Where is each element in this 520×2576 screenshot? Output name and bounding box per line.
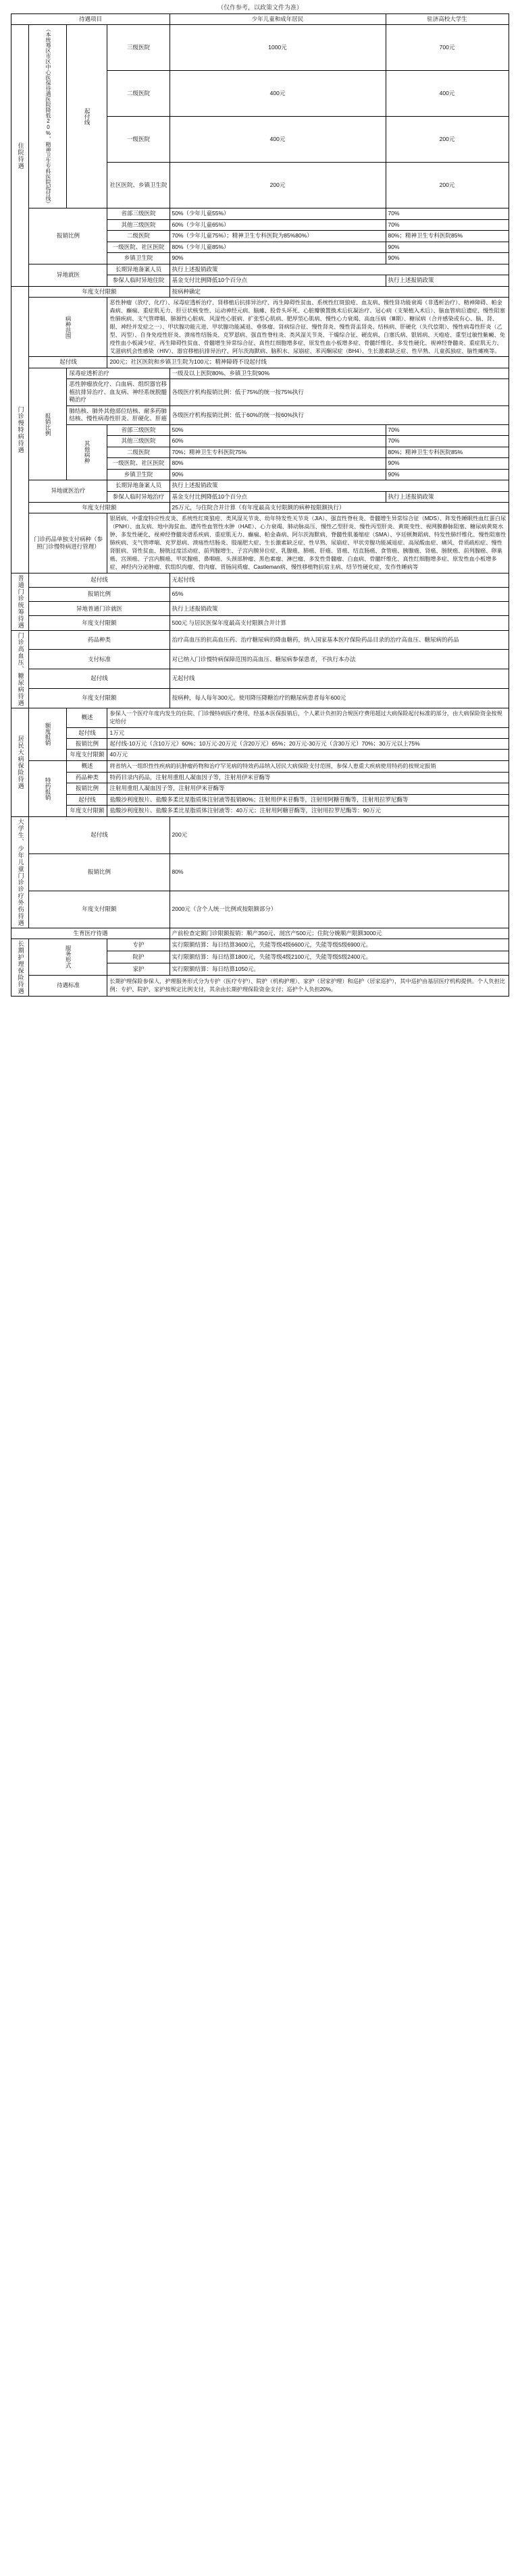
chronic-baoxiao-value: 一级及以上医院80%、乡镇卫生院90% [170, 368, 509, 379]
inpatient-value-residents: 70%（少年儿童75%）；精神卫生专科医院为85%80%） [170, 231, 386, 242]
row-chronic-baoxiao-2 [11, 379, 509, 405]
critical-special-cap-value: 盐酸沙利度胺片、盐酸多柔比星脂质体注射液等：40万元；注射用阿糖苷酶等，注射用拉罗尼酶等：90万元 [107, 806, 509, 816]
chronic-other-v1: 50% [170, 424, 386, 435]
chronic-yidi-value: 基金支付比例降低10个百分点 [170, 491, 386, 502]
inpatient-yidi-value: 基金支付比例降低10个百分点 [170, 275, 386, 286]
ltc-standard-label: 待遇标准 [29, 975, 107, 996]
critical-baoxiao-value: 起付线-10万元（含10万元）60%；10万元-20万元（含20万元）65%；20万元-30万元（含30万元）70%；30万元以上75% [107, 738, 509, 749]
row-general-op-4 [11, 616, 509, 630]
chronic-qifuxian-value: 200元；社区医院和乡镇卫生院为100元；精神障碍不设起付线 [107, 357, 509, 368]
row-chronic-annual-cap [11, 286, 509, 297]
inpatient-level: 一级医院、社区医院 [107, 242, 170, 252]
table-header-row [11, 14, 509, 25]
general-op-value: 500元 与居民医保年度最高支付限额合并计算 [170, 616, 509, 630]
row-critical-special-4 [11, 794, 509, 805]
cat-ltc: 长期护理保险待遇 [11, 939, 29, 997]
htn-dm-qifuxian-label: 起付线 [29, 669, 170, 689]
header-col-item: 待遇项目 [11, 14, 170, 25]
inpatient-value-residents: 400元 [170, 117, 386, 163]
inpatient-value-students: 700元 [386, 25, 509, 71]
header-col-residents: 少年儿童和成年居民 [170, 14, 386, 25]
chronic-other-level: 二级医院 [107, 447, 170, 457]
inpatient-level: 三级医院 [107, 25, 170, 71]
critical-special-baoxiao-value: 注射用重组人凝血因子等，注射用伊米苷酶等 [107, 783, 509, 794]
chronic-drug-text: 银屑病、中重度特应性皮炎、系统性红斑狼疮、类风湿关节炎、幼年特发性关节炎（JIA）、强直性脊柱炎、骨髓增生异常综合征（MDS）、阵发性睡眠性血红蛋白尿（PNH）、血友病、地中海贫血、遗传性血管性水肿（HAE）、心力衰竭、肺动脉高压、慢性乙型肝炎、慢性丙型肝炎、黄斑变性、视网膜静脉阻塞、糖尿病黄斑水肿、多发性硬化、视神经脊髓炎谱系疾病、重症肌无力、癫痫、帕金森病、阿尔茨海默病、脊髓性肌萎缩症（SMA）、亨廷顿舞蹈病、特发性肺纤维化、慢性阻塞性肺疾病、支气管哮喘、克罗恩病、溃疡性结肠炎、肢端肥大症、生长激素缺乏症、性早熟、尿崩症、甲状旁腺功能减退症、高尿酸血症、痛风、骨质疏松症、慢性肾脏病、肾性贫血、膀胱过度活动症、前列腺增生、子宫内膜异位症、乳腺癌、肺癌、肝癌、胃癌、结直肠癌、食管癌、胰腺癌、肾癌、膀胱癌、前列腺癌、卵巢癌、宫颈癌、子宫内膜癌、甲状腺癌、鼻咽癌、头颈部肿瘤、黑色素瘤、淋巴瘤、多发性骨髓瘤、白血病、骨髓纤维化、真性红细胞增多症、原发性血小板增多症、神经内分泌肿瘤、软组织肉瘤、骨肉瘤、胃肠间质瘤、Castleman病、慢性移植物抗宿主病、结节性硬化症、发作性睡病等 [107, 513, 509, 573]
inpatient-level: 乡镇卫生院 [107, 253, 170, 264]
row-inpatient-yidi-1 [11, 264, 509, 275]
row-chronic-baoxiao-3 [11, 405, 509, 424]
critical-special-overview-label: 概述 [67, 760, 107, 772]
chronic-other-v2: 90% [386, 469, 509, 480]
inpatient-value-residents: 50%（少年儿童55%） [170, 208, 386, 219]
row-critical-3 [11, 738, 509, 749]
row-critical-special-3 [11, 783, 509, 794]
ltc-standard-value: 长期护理保险参保人，护理服务形式分为专护（医疗专护）、院护（机构护理）、家护（居家护理）和巡护（居家巡护），其中巡护由基层医疗机构提供。个人负担比例：专护、院护、家护按规定比例支付，其余由长期护理保险资金支付；巡护个人负担20%。 [107, 975, 509, 996]
ltc-service-key: 专护 [107, 939, 170, 951]
student-injury-key: 报销比例 [29, 853, 170, 891]
htn-dm-standard-label: 支付标准 [29, 650, 170, 669]
row-critical-2 [11, 727, 509, 738]
general-op-value: 执行上述报销政策 [170, 602, 509, 616]
row-inpatient-baoxiao-1 [11, 208, 509, 219]
disclaimer-note: （仅作参考，以政策文件为准） [217, 4, 303, 11]
row-general-op-2 [11, 587, 509, 601]
inpatient-level: 其他三级医院 [107, 219, 170, 230]
inpatient-policy-note: （本统筹区市区中心医保待遇医院降低20%，精神卫生专科医院起付线） [29, 25, 67, 208]
chronic-annual-cap2-value: 25万元，与住院合并计算（有年度最高支付限额的病种按限额执行） [170, 503, 509, 513]
chronic-other-v2: 70% [386, 424, 509, 435]
htn-dm-drug-value: 治疗高血压的抗高血压药、治疗糖尿病的降血糖药，纳入国家基本医疗保险药品目录的治疗高血压、糖尿病的药品 [170, 630, 509, 650]
inpatient-value-students: 70% [386, 219, 509, 230]
row-htn-dm-1 [11, 630, 509, 650]
student-injury-key: 年度支付限额 [29, 891, 170, 928]
cat-chronic: 门诊慢特病待遇 [11, 286, 29, 573]
row-maternity [11, 928, 509, 939]
ltc-service-key: 院护 [107, 951, 170, 963]
chronic-baoxiao-value: 各级医疗机构报销比例：低于75%的统一按75%执行 [170, 379, 509, 405]
row-critical-special-5 [11, 806, 509, 816]
htn-dm-standard-value: 对已纳入门诊慢特病保障范围的高血压、糖尿病参保患者，不执行本办法 [170, 650, 509, 669]
inpatient-yidi-key: 参保人临时异地住院 [107, 275, 170, 286]
student-injury-value: 200元 [170, 816, 509, 853]
critical-special-cap-label: 年度支付限额 [67, 806, 107, 816]
htn-dm-drug-label: 药品种类 [29, 630, 170, 650]
row-student-injury-2 [11, 853, 509, 891]
chronic-other-level: 其他三级医院 [107, 436, 170, 447]
header-col-students: 驻济高校大学生 [386, 14, 509, 25]
critical-overview-value: 参保人一个医疗年度内发生的住院、门诊慢特病医疗费用，经基本医保报销后，个人累计负担的合规医疗费用超过大病保险起付标准的部分，由大病保险资金按规定给付 [107, 708, 509, 727]
chronic-annual-cap2-label: 年度支付限额 [29, 503, 170, 513]
chronic-other-level: 乡镇卫生院 [107, 469, 170, 480]
critical-overview-label: 概述 [67, 708, 107, 727]
row-htn-dm-3 [11, 669, 509, 689]
chronic-other-v2: 80%；精神卫生专科医院85% [386, 447, 509, 457]
chronic-qifuxian-label: 起付线 [29, 357, 107, 368]
htn-dm-cap-label: 年度支付限额 [29, 688, 170, 708]
benefits-table [11, 13, 509, 997]
row-htn-dm-4 [11, 688, 509, 708]
cat-maternity: 生育医疗待遇 [11, 928, 170, 939]
inpatient-value-students: 90% [386, 253, 509, 264]
ltc-service-value: 实行限额结算：每日结算1800元，失能等级4级2100元，失能等级5级2400元。 [170, 951, 509, 963]
general-op-value: 无起付线 [170, 573, 509, 587]
chronic-baoxiao-value: 各级医疗机构报销比例：低于60%的统一按60%执行 [170, 405, 509, 424]
row-chronic-drug-special [11, 513, 509, 573]
chronic-yidi-label: 异地就医治疗 [29, 480, 107, 503]
row-critical-special-2 [11, 772, 509, 783]
row-student-injury-3 [11, 891, 509, 928]
row-chronic-baoxiao-1 [11, 368, 509, 379]
chronic-baoxiao-key: 尿毒症透析治疗 [67, 368, 170, 379]
inpatient-value-students: 70% [386, 208, 509, 219]
chronic-other-level: 省部三级医院 [107, 424, 170, 435]
inpatient-qifuxian-label: 起付线 [67, 25, 107, 208]
ltc-service-value: 实行限额结算：每日结算1050元。 [170, 963, 509, 975]
critical-cap-label: 年度支付限额 [67, 750, 107, 760]
row-chronic-other-1 [11, 424, 509, 435]
row-chronic-annual-cap-2 [11, 503, 509, 513]
general-op-key: 报销比例 [29, 587, 170, 601]
row-general-op-1 [11, 573, 509, 587]
cat-student-injury: 大学生、少年儿童门诊诊疗外伤待遇 [11, 816, 29, 928]
chronic-other-level: 一级医院、社区医院 [107, 458, 170, 469]
row-student-injury-1 [11, 816, 509, 853]
inpatient-level: 一级医院 [107, 117, 170, 163]
chronic-baoxiao-label: 报销比例 [29, 368, 67, 480]
critical-special-overview-value: 将省纳入一组织性性疾病的抗肿瘤药物和治疗罕见病的特效药品纳入居民大病保险支付范围，参保人患重大疾病使用特药的按规定报销 [107, 760, 509, 772]
page-root [0, 0, 520, 997]
inpatient-value-residents: 80%（少年儿童85%） [170, 242, 386, 252]
ltc-service-value: 实行限额结算：每日结算3600元，失能等级4级6600元，失能等级5级6900元。 [170, 939, 509, 951]
inpatient-yidi-value-students: 执行上述报销政策 [386, 275, 509, 286]
chronic-other-v2: 90% [386, 458, 509, 469]
inpatient-yidi-label: 异地就医 [29, 264, 107, 286]
critical-special-qifuxian-label: 起付线 [67, 794, 107, 805]
general-op-key: 起付线 [29, 573, 170, 587]
inpatient-level: 二级医院 [107, 231, 170, 242]
chronic-scope-label: 病种范围 [29, 298, 107, 357]
inpatient-value-residents: 90% [170, 253, 386, 264]
cat-general-outpatient: 普通门诊统筹待遇 [11, 573, 29, 630]
ltc-service-key: 家护 [107, 963, 170, 975]
cat-critical-illness: 居民大病保险待遇 [11, 708, 29, 816]
inpatient-value-residents: 200元 [170, 163, 386, 208]
inpatient-level: 省部三级医院 [107, 208, 170, 219]
inpatient-level: 二级医院 [107, 71, 170, 117]
chronic-baoxiao-key: 肺结核、肺外其他部位结核、耐多药肺结核、慢性病毒性肝炎、肝硬化、肝癌 [67, 405, 170, 424]
inpatient-value-students: 90% [386, 242, 509, 252]
chronic-drug-label: 门诊药品单独支付病种（参照门诊慢特病进行管理） [29, 513, 107, 573]
row-general-op-3 [11, 602, 509, 616]
student-injury-key: 起付线 [29, 816, 170, 853]
student-injury-value: 2000元（含个人统一比例或按限额部分） [170, 891, 509, 928]
critical-cap-value: 40万元 [107, 750, 509, 760]
general-op-key: 异地普通门诊就医 [29, 602, 170, 616]
chronic-annual-cap-label: 年度支付限额 [29, 286, 170, 297]
inpatient-yidi-value: 执行上述报销政策 [170, 264, 509, 275]
student-injury-value: 80% [170, 853, 509, 891]
inpatient-value-residents: 60%（少年儿童65%） [170, 219, 386, 230]
chronic-other-v1: 90% [170, 469, 386, 480]
critical-baoxiao-label: 报销比例 [67, 738, 107, 749]
row-ltc-4 [11, 975, 509, 996]
inpatient-baoxiao-label: 报销比例 [29, 208, 107, 264]
row-chronic-yidi-1 [11, 480, 509, 491]
chronic-yidi-value-students: 执行上述报销政策 [386, 491, 509, 502]
cat-inpatient: 住院待遇 [11, 25, 29, 286]
htn-dm-qifuxian-value: 无起付线 [170, 669, 509, 689]
chronic-yidi-value: 执行上述报销政策 [170, 480, 509, 491]
row-ltc-1 [11, 939, 509, 951]
critical-qifuxian-value: 1万元 [107, 727, 509, 738]
general-op-value: 65% [170, 587, 509, 601]
row-critical-1 [11, 708, 509, 727]
critical-special-baoxiao-label: 报销比例 [67, 783, 107, 794]
maternity-value: 产前检查定额门诊限额报销：顺产350元、剖宫产500元；住院分娩顺产限额3000元 [170, 928, 509, 939]
chronic-baoxiao-key: 恶性肿瘤放化疗、白血病、组织器官移植抗排异治疗、血友病、神经系统脱髓鞘治疗 [67, 379, 170, 405]
row-chronic-qifuxian [11, 357, 509, 368]
ltc-service-form-label: 服务形式 [29, 939, 107, 976]
critical-special-qifuxian-value: 盐酸沙利度胺片、盐酸多柔比星脂质体注射液等报销80%；注射用伊米苷酶等，注射用阿糖苷酶等，注射用拉罗尼酶等 [107, 794, 509, 805]
inpatient-value-students: 80%；精神卫生专科医院85% [386, 231, 509, 242]
critical-special-drug-label: 药品种类 [67, 772, 107, 783]
row-chronic-scope [11, 298, 509, 357]
row-critical-special-1 [11, 760, 509, 772]
critical-special-drug-value: 特药目录内药品，注射用重组人凝血因子等，注射用伊米苷酶等 [107, 772, 509, 783]
htn-dm-cap-value: 按病种，每人每年300元。使用降压降糖治疗的糖尿病患者每年600元 [170, 688, 509, 708]
chronic-other-v2: 70% [386, 436, 509, 447]
chronic-other-label: 其他病种 [67, 424, 107, 480]
row-inpatient-qifuxian-1 [11, 25, 509, 71]
inpatient-value-residents: 400元 [170, 71, 386, 117]
chronic-yidi-key: 参保人临时异地治疗 [107, 491, 170, 502]
inpatient-level: 社区医院、乡镇卫生院 [107, 163, 170, 208]
critical-quota-label: 额度报销 [29, 708, 67, 760]
inpatient-value-students: 200元 [386, 163, 509, 208]
row-critical-4 [11, 750, 509, 760]
chronic-yidi-key: 长期异地备案人员 [107, 480, 170, 491]
cat-htn-dm: 门诊高血压、糖尿病待遇 [11, 630, 29, 708]
critical-special-label: 特药报销 [29, 760, 67, 816]
inpatient-value-residents: 1000元 [170, 25, 386, 71]
chronic-other-v1: 60% [170, 436, 386, 447]
chronic-other-v1: 70%；精神卫生专科医院75% [170, 447, 386, 457]
chronic-annual-cap-value: 按病种确定 [170, 286, 509, 297]
chronic-scope-text: 恶性肿瘤（放疗、化疗）、尿毒症透析治疗、肾移植后抗排异治疗、再生障碍性贫血、系统性红斑狼疮、血友病、慢性肾功能衰竭（非透析治疗）、精神障碍、帕金森病、癫痫、重症肌无力、肝豆状核变性、运动神经元病、脑瘫、股骨头坏死、心脏瓣膜置换术后抗凝治疗、冠心病（支架植入术后）、脑血管病后遗症、慢性阻塞性肺疾病、支气管哮喘、肺源性心脏病、风湿性心脏病、扩张型心肌病、肥厚型心肌病、慢性心力衰竭、高血压病（Ⅲ期）、糖尿病（合并感染或有心、脑、肾、眼、神经并发症之一）、甲状腺功能亢进、甲状腺功能减退、垂体瘤、肾病综合征、慢性肾炎、慢性肾盂肾炎、结核病、肝硬化（失代偿期）、慢性病毒性肝炎（乙型、丙型）、自身免疫性肝炎、溃疡性结肠炎、克罗恩病、强直性脊柱炎、类风湿关节炎、干燥综合征、硬皮病、白塞氏病、银屑病、天疱疮、重型过敏性紫癜、免疫性血小板减少症、再生障碍性贫血、骨髓增生异常综合征、真性红细胞增多症、原发性血小板增多症、骨髓纤维化、多发性硬化、视神经脊髓炎、重症肌无力、艾滋病机会性感染（HIV）、器官移植抗排异治疗、阿尔茨海默病、脑积水、尿崩症、苯丙酮尿症（BH4）、生长激素缺乏症、性早熟、儿童孤独症、脑性瘫痪等。 [107, 298, 509, 357]
inpatient-yidi-key: 长期异地备案人员 [107, 264, 170, 275]
row-htn-dm-2 [11, 650, 509, 669]
inpatient-value-students: 200元 [386, 117, 509, 163]
critical-qifuxian-label: 起付线 [67, 727, 107, 738]
inpatient-value-students: 400元 [386, 71, 509, 117]
general-op-key: 年度支付限额 [29, 616, 170, 630]
chronic-other-v1: 80% [170, 458, 386, 469]
